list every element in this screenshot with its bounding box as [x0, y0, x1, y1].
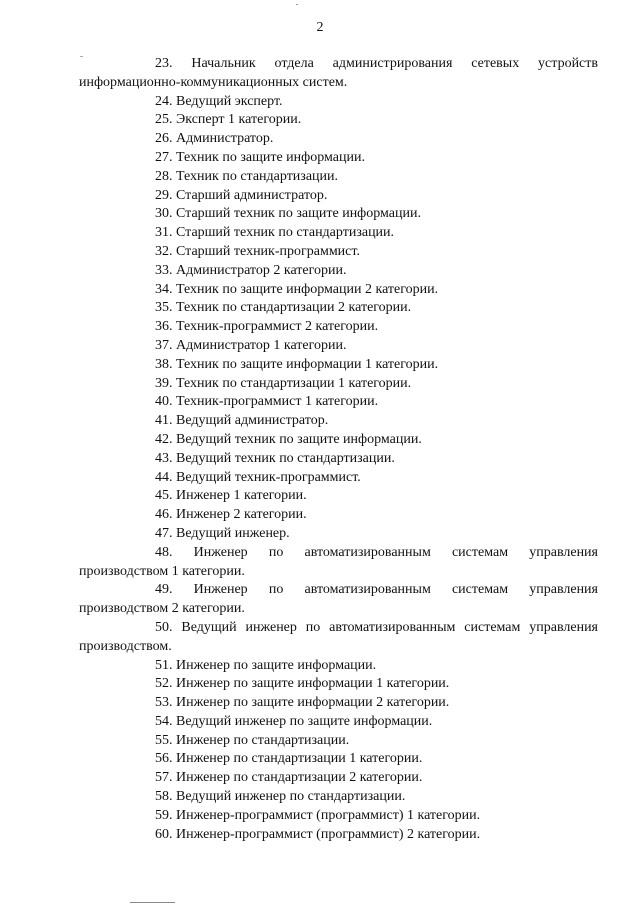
item-text: Эксперт 1 категории. — [176, 112, 302, 128]
list-item — [79, 205, 598, 224]
item-number: 49. — [155, 582, 173, 598]
scan-artifact — [130, 902, 175, 903]
item-number: 35. — [155, 300, 173, 316]
scan-artifact — [296, 4, 298, 5]
list-item — [79, 356, 598, 375]
list-item — [79, 318, 598, 337]
item-number: 54. — [155, 713, 173, 729]
item-text: Инженер 2 категории. — [176, 507, 307, 523]
list-item — [79, 619, 598, 657]
item-text: Техник по стандартизации 2 категории. — [176, 300, 412, 316]
item-number: 40. — [155, 394, 173, 410]
item-number: 44. — [155, 469, 173, 485]
item-text: Инженер-программист (программист) 1 категории. — [176, 807, 481, 823]
item-number: 33. — [155, 262, 173, 278]
item-text: Техник по защите информации 2 категории. — [176, 281, 439, 297]
item-number: 42. — [155, 431, 173, 447]
item-text: Начальник отдела администрирования сетевых устройств информационно-коммуникационных систем. — [79, 56, 598, 90]
list-item — [79, 224, 598, 243]
item-number: 58. — [155, 789, 173, 805]
position-list — [79, 55, 598, 844]
item-text: Ведущий инженер по автоматизированным системам управления производством. — [79, 619, 599, 654]
item-text: Ведущий инженер. — [176, 525, 290, 541]
list-item — [79, 337, 598, 356]
item-text: Техник по защите информации 1 категории. — [176, 356, 439, 372]
list-item — [79, 469, 598, 488]
list-item — [79, 299, 598, 318]
item-text: Старший администратор. — [176, 187, 328, 203]
item-number: 36. — [155, 319, 173, 335]
item-text: Инженер по защите информации. — [176, 657, 377, 673]
item-text: Ведущий техник по защите информации. — [176, 431, 422, 447]
item-number: 48. — [155, 544, 173, 560]
item-number: 26. — [155, 131, 173, 147]
item-number: 29. — [155, 187, 173, 203]
item-text: Администратор 1 категории. — [176, 337, 347, 353]
item-text: Ведущий техник-программист. — [176, 469, 361, 485]
item-number: 51. — [155, 657, 173, 673]
item-text: Ведущий администратор. — [176, 413, 329, 429]
item-text: Ведущий инженер по стандартизации. — [176, 789, 406, 805]
item-text: Инженер по автоматизированным системам управления производством 1 категории. — [79, 544, 598, 579]
list-item — [79, 581, 598, 619]
item-text: Ведущий техник по стандартизации. — [176, 450, 395, 466]
item-text: Администратор 2 категории. — [176, 262, 347, 278]
list-item — [79, 262, 598, 281]
item-text: Инженер 1 категории. — [176, 488, 307, 504]
item-number: 41. — [155, 413, 173, 429]
list-item — [79, 525, 598, 544]
list-item — [79, 281, 598, 300]
item-text: Техник по стандартизации 1 категории. — [176, 375, 412, 391]
item-number: 37. — [155, 337, 173, 353]
list-item — [79, 412, 598, 431]
list-item — [79, 826, 598, 845]
list-item — [79, 93, 598, 112]
list-item — [79, 506, 598, 525]
item-text: Инженер по защите информации 2 категории. — [176, 695, 450, 711]
item-number: 56. — [155, 751, 173, 767]
list-item — [79, 243, 598, 262]
item-number: 34. — [155, 281, 173, 297]
list-item — [79, 111, 598, 130]
item-number: 60. — [155, 826, 173, 842]
list-item — [79, 393, 598, 412]
item-number: 38. — [155, 356, 173, 372]
item-number: 31. — [155, 225, 173, 241]
item-text: Старший техник-программист. — [176, 243, 360, 259]
item-text: Техник по защите информации. — [176, 149, 365, 165]
item-text: Техник-программист 2 категории. — [176, 319, 379, 335]
item-number: 45. — [155, 488, 173, 504]
list-item — [79, 130, 598, 149]
item-text: Инженер по стандартизации 1 категории. — [176, 751, 423, 767]
item-number: 55. — [155, 732, 173, 748]
list-item — [79, 807, 598, 826]
list-item — [79, 187, 598, 206]
item-text: Инженер-программист (программист) 2 категории. — [176, 826, 481, 842]
item-number: 32. — [155, 243, 173, 259]
list-item — [79, 431, 598, 450]
item-text: Ведущий эксперт. — [176, 93, 283, 109]
item-text: Инженер по стандартизации 2 категории. — [176, 770, 423, 786]
item-number: 57. — [155, 770, 173, 786]
list-item — [79, 168, 598, 187]
item-number: 46. — [155, 507, 173, 523]
item-text: Инженер по стандартизации. — [176, 732, 350, 748]
item-number: 53. — [155, 695, 173, 711]
list-item — [79, 450, 598, 469]
list-item — [79, 657, 598, 676]
list-item — [79, 750, 598, 769]
item-number: 27. — [155, 149, 173, 165]
item-number: 24. — [155, 93, 173, 109]
item-text: Техник-программист 1 категории. — [176, 394, 379, 410]
item-number: 52. — [155, 676, 173, 692]
list-item — [79, 55, 598, 93]
item-text: Техник по стандартизации. — [176, 168, 339, 184]
item-number: 47. — [155, 525, 173, 541]
item-number: 23. — [155, 56, 173, 71]
item-number: 50. — [155, 619, 173, 635]
item-text: Ведущий инженер по защите информации. — [176, 713, 433, 729]
item-text: Старший техник по стандартизации. — [176, 225, 395, 241]
list-item — [79, 694, 598, 713]
list-item — [79, 713, 598, 732]
list-item — [79, 675, 598, 694]
page-number: 2 — [316, 20, 324, 35]
item-number: 28. — [155, 168, 173, 184]
list-item — [79, 375, 598, 394]
item-text: Старший техник по защите информации. — [176, 206, 421, 222]
list-item — [79, 788, 598, 807]
item-number: 25. — [155, 112, 173, 128]
item-number: 59. — [155, 807, 173, 823]
list-item — [79, 487, 598, 506]
list-item — [79, 732, 598, 751]
item-number: 43. — [155, 450, 173, 466]
item-text: Администратор. — [176, 131, 274, 147]
item-number: 39. — [155, 375, 173, 391]
item-text: Инженер по защите информации 1 категории. — [176, 676, 450, 692]
list-item — [79, 149, 598, 168]
list-item — [79, 769, 598, 788]
item-text: Инженер по автоматизированным системам управления производством 2 категории. — [79, 582, 598, 617]
item-number: 30. — [155, 206, 173, 222]
list-item — [79, 544, 598, 582]
